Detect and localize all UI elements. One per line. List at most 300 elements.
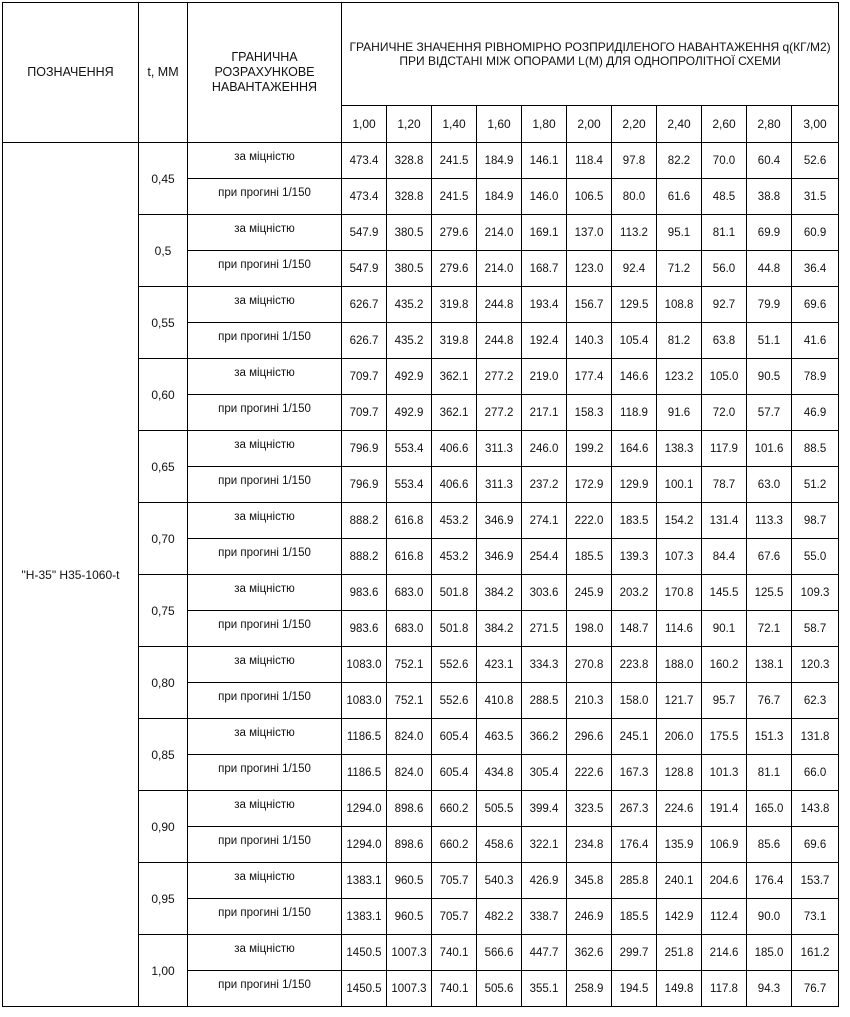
value-cell: 92.4 [612, 251, 657, 287]
value-cell: 84.4 [702, 539, 747, 575]
value-cell: 240.1 [657, 863, 702, 899]
value-cell: 112.4 [702, 899, 747, 935]
value-cell: 90.5 [747, 359, 792, 395]
value-cell: 482.2 [477, 899, 522, 935]
value-cell: 154.2 [657, 503, 702, 539]
value-cell: 79.9 [747, 287, 792, 323]
value-cell: 113.3 [747, 503, 792, 539]
value-cell: 983.6 [342, 611, 387, 647]
thickness-cell: 0,80 [139, 647, 188, 719]
value-cell: 540.3 [477, 863, 522, 899]
thickness-cell: 0,85 [139, 719, 188, 791]
thickness-cell: 0,95 [139, 863, 188, 935]
value-cell: 705.7 [432, 863, 477, 899]
value-cell: 222.6 [567, 755, 612, 791]
value-cell: 740.1 [432, 935, 477, 971]
value-cell: 118.4 [567, 143, 612, 179]
designation-cell: "Н-35" Н35-1060-t [3, 143, 139, 1007]
value-cell: 1083.0 [342, 647, 387, 683]
value-cell: 270.8 [567, 647, 612, 683]
value-cell: 296.6 [567, 719, 612, 755]
value-cell: 48.5 [702, 179, 747, 215]
span-header-cell: 2,80 [747, 106, 792, 143]
value-cell: 288.5 [522, 683, 567, 719]
value-cell: 44.8 [747, 251, 792, 287]
value-cell: 148.7 [612, 611, 657, 647]
value-cell: 222.0 [567, 503, 612, 539]
value-cell: 246.0 [522, 431, 567, 467]
value-cell: 362.1 [432, 395, 477, 431]
value-cell: 158.0 [612, 683, 657, 719]
value-cell: 90.1 [702, 611, 747, 647]
design-load-header: ГРАНИЧНА РОЗРАХУНКОВЕ НАВАНТАЖЕННЯ [188, 3, 342, 143]
value-cell: 267.3 [612, 791, 657, 827]
value-cell: 345.8 [567, 863, 612, 899]
strength-label: за міцністю [188, 719, 342, 755]
value-cell: 80.0 [612, 179, 657, 215]
value-cell: 69.6 [792, 287, 839, 323]
value-cell: 38.8 [747, 179, 792, 215]
value-cell: 328.8 [387, 179, 432, 215]
thickness-cell: 1,00 [139, 935, 188, 1007]
value-cell: 616.8 [387, 539, 432, 575]
value-cell: 898.6 [387, 791, 432, 827]
value-cell: 279.6 [432, 215, 477, 251]
value-cell: 91.6 [657, 395, 702, 431]
strength-label: за міцністю [188, 143, 342, 179]
value-cell: 60.4 [747, 143, 792, 179]
value-cell: 107.3 [657, 539, 702, 575]
value-cell: 109.3 [792, 575, 839, 611]
value-cell: 184.9 [477, 179, 522, 215]
value-cell: 78.9 [792, 359, 839, 395]
value-cell: 1294.0 [342, 791, 387, 827]
value-cell: 683.0 [387, 575, 432, 611]
value-cell: 547.9 [342, 251, 387, 287]
value-cell: 380.5 [387, 251, 432, 287]
deflection-label: при прогині 1/150 [188, 323, 342, 359]
value-cell: 311.3 [477, 467, 522, 503]
deflection-label: при прогині 1/150 [188, 827, 342, 863]
value-cell: 185.5 [612, 899, 657, 935]
thickness-cell: 0,90 [139, 791, 188, 863]
value-cell: 63.0 [747, 467, 792, 503]
value-cell: 626.7 [342, 287, 387, 323]
value-cell: 118.9 [612, 395, 657, 431]
value-cell: 740.1 [432, 971, 477, 1007]
span-header-cell: 1,00 [342, 106, 387, 143]
value-cell: 172.9 [567, 467, 612, 503]
value-cell: 70.0 [702, 143, 747, 179]
strength-label: за міцністю [188, 359, 342, 395]
value-cell: 458.6 [477, 827, 522, 863]
span-header-cell: 1,80 [522, 106, 567, 143]
value-cell: 434.8 [477, 755, 522, 791]
value-cell: 161.2 [792, 935, 839, 971]
value-cell: 380.5 [387, 215, 432, 251]
deflection-label: при прогині 1/150 [188, 611, 342, 647]
value-cell: 251.8 [657, 935, 702, 971]
value-cell: 185.0 [747, 935, 792, 971]
deflection-label: при прогині 1/150 [188, 539, 342, 575]
value-cell: 108.8 [657, 287, 702, 323]
value-cell: 1083.0 [342, 683, 387, 719]
value-cell: 1007.3 [387, 971, 432, 1007]
value-cell: 399.4 [522, 791, 567, 827]
value-cell: 95.7 [702, 683, 747, 719]
value-cell: 121.7 [657, 683, 702, 719]
value-cell: 271.5 [522, 611, 567, 647]
value-cell: 346.9 [477, 503, 522, 539]
value-cell: 76.7 [747, 683, 792, 719]
value-cell: 142.9 [657, 899, 702, 935]
value-cell: 129.9 [612, 467, 657, 503]
value-cell: 105.0 [702, 359, 747, 395]
deflection-label: при прогині 1/150 [188, 755, 342, 791]
value-cell: 170.8 [657, 575, 702, 611]
value-cell: 135.9 [657, 827, 702, 863]
value-cell: 113.2 [612, 215, 657, 251]
strength-label: за міцністю [188, 287, 342, 323]
value-cell: 473.4 [342, 143, 387, 179]
value-cell: 346.9 [477, 539, 522, 575]
value-cell: 191.4 [702, 791, 747, 827]
value-cell: 824.0 [387, 719, 432, 755]
value-cell: 131.8 [792, 719, 839, 755]
value-cell: 423.1 [477, 647, 522, 683]
value-cell: 82.2 [657, 143, 702, 179]
value-cell: 277.2 [477, 359, 522, 395]
value-cell: 453.2 [432, 503, 477, 539]
value-cell: 117.8 [702, 971, 747, 1007]
value-cell: 245.1 [612, 719, 657, 755]
value-cell: 214.0 [477, 215, 522, 251]
value-cell: 214.0 [477, 251, 522, 287]
deflection-label: при прогині 1/150 [188, 683, 342, 719]
value-cell: 888.2 [342, 539, 387, 575]
value-cell: 709.7 [342, 359, 387, 395]
value-cell: 1186.5 [342, 719, 387, 755]
value-cell: 61.6 [657, 179, 702, 215]
value-cell: 505.6 [477, 971, 522, 1007]
value-cell: 683.0 [387, 611, 432, 647]
value-cell: 56.0 [702, 251, 747, 287]
load-table [2, 2, 839, 1007]
value-cell: 106.9 [702, 827, 747, 863]
strength-label: за міцністю [188, 215, 342, 251]
value-cell: 169.1 [522, 215, 567, 251]
value-cell: 164.6 [612, 431, 657, 467]
value-cell: 492.9 [387, 395, 432, 431]
value-cell: 71.2 [657, 251, 702, 287]
value-cell: 101.3 [702, 755, 747, 791]
value-cell: 492.9 [387, 359, 432, 395]
value-cell: 168.7 [522, 251, 567, 287]
value-cell: 81.1 [702, 215, 747, 251]
value-cell: 217.1 [522, 395, 567, 431]
value-cell: 145.5 [702, 575, 747, 611]
value-cell: 46.9 [792, 395, 839, 431]
value-cell: 311.3 [477, 431, 522, 467]
value-cell: 160.2 [702, 647, 747, 683]
value-cell: 1294.0 [342, 827, 387, 863]
value-cell: 244.8 [477, 323, 522, 359]
designation-header: ПОЗНАЧЕННЯ [3, 3, 139, 143]
value-cell: 153.7 [792, 863, 839, 899]
value-cell: 796.9 [342, 431, 387, 467]
value-cell: 223.8 [612, 647, 657, 683]
value-cell: 198.0 [567, 611, 612, 647]
value-cell: 752.1 [387, 683, 432, 719]
value-cell: 1450.5 [342, 971, 387, 1007]
value-cell: 616.8 [387, 503, 432, 539]
value-cell: 410.8 [477, 683, 522, 719]
strength-label: за міцністю [188, 935, 342, 971]
load-table-container [2, 2, 839, 1007]
value-cell: 1186.5 [342, 755, 387, 791]
thickness-cell: 0,60 [139, 359, 188, 431]
value-cell: 319.8 [432, 287, 477, 323]
value-cell: 626.7 [342, 323, 387, 359]
value-cell: 92.7 [702, 287, 747, 323]
value-cell: 505.5 [477, 791, 522, 827]
value-cell: 81.2 [657, 323, 702, 359]
value-cell: 453.2 [432, 539, 477, 575]
thickness-cell: 0,65 [139, 431, 188, 503]
value-cell: 473.4 [342, 179, 387, 215]
value-cell: 277.2 [477, 395, 522, 431]
value-cell: 552.6 [432, 647, 477, 683]
value-cell: 199.2 [567, 431, 612, 467]
span-header-cell: 2,40 [657, 106, 702, 143]
value-cell: 983.6 [342, 575, 387, 611]
value-cell: 177.4 [567, 359, 612, 395]
value-cell: 72.1 [747, 611, 792, 647]
value-cell: 660.2 [432, 827, 477, 863]
value-cell: 501.8 [432, 611, 477, 647]
value-cell: 552.6 [432, 683, 477, 719]
value-cell: 90.0 [747, 899, 792, 935]
span-header-cell: 1,60 [477, 106, 522, 143]
value-cell: 128.8 [657, 755, 702, 791]
deflection-label: при прогині 1/150 [188, 467, 342, 503]
value-cell: 752.1 [387, 647, 432, 683]
value-cell: 183.5 [612, 503, 657, 539]
value-cell: 120.3 [792, 647, 839, 683]
value-cell: 131.4 [702, 503, 747, 539]
value-cell: 97.8 [612, 143, 657, 179]
value-cell: 101.6 [747, 431, 792, 467]
value-cell: 553.4 [387, 467, 432, 503]
value-cell: 52.6 [792, 143, 839, 179]
value-cell: 214.6 [702, 935, 747, 971]
value-cell: 146.6 [612, 359, 657, 395]
value-cell: 960.5 [387, 899, 432, 935]
value-cell: 888.2 [342, 503, 387, 539]
value-cell: 362.1 [432, 359, 477, 395]
value-cell: 143.8 [792, 791, 839, 827]
value-cell: 553.4 [387, 431, 432, 467]
value-cell: 156.7 [567, 287, 612, 323]
value-cell: 76.7 [792, 971, 839, 1007]
value-cell: 194.5 [612, 971, 657, 1007]
deflection-label: при прогині 1/150 [188, 179, 342, 215]
thickness-header: t, ММ [139, 3, 188, 143]
span-header-cell: 1,20 [387, 106, 432, 143]
value-cell: 69.9 [747, 215, 792, 251]
value-cell: 709.7 [342, 395, 387, 431]
value-cell: 1007.3 [387, 935, 432, 971]
value-cell: 88.5 [792, 431, 839, 467]
span-header-cell: 1,40 [432, 106, 477, 143]
deflection-label: при прогині 1/150 [188, 251, 342, 287]
value-cell: 66.0 [792, 755, 839, 791]
value-cell: 139.3 [612, 539, 657, 575]
value-cell: 36.4 [792, 251, 839, 287]
value-cell: 51.1 [747, 323, 792, 359]
value-cell: 188.0 [657, 647, 702, 683]
value-cell: 94.3 [747, 971, 792, 1007]
value-cell: 660.2 [432, 791, 477, 827]
value-cell: 219.0 [522, 359, 567, 395]
value-cell: 138.1 [747, 647, 792, 683]
deflection-label: при прогині 1/150 [188, 899, 342, 935]
value-cell: 60.9 [792, 215, 839, 251]
value-cell: 605.4 [432, 719, 477, 755]
value-cell: 334.3 [522, 647, 567, 683]
span-header-cell: 2,00 [567, 106, 612, 143]
value-cell: 137.0 [567, 215, 612, 251]
value-cell: 69.6 [792, 827, 839, 863]
value-cell: 447.7 [522, 935, 567, 971]
value-cell: 303.6 [522, 575, 567, 611]
value-cell: 63.8 [702, 323, 747, 359]
value-cell: 406.6 [432, 431, 477, 467]
value-cell: 246.9 [567, 899, 612, 935]
value-cell: 55.0 [792, 539, 839, 575]
value-cell: 151.3 [747, 719, 792, 755]
value-cell: 73.1 [792, 899, 839, 935]
value-cell: 299.7 [612, 935, 657, 971]
value-cell: 366.2 [522, 719, 567, 755]
value-cell: 547.9 [342, 215, 387, 251]
value-cell: 117.9 [702, 431, 747, 467]
value-cell: 193.4 [522, 287, 567, 323]
value-cell: 140.3 [567, 323, 612, 359]
value-cell: 285.8 [612, 863, 657, 899]
value-cell: 960.5 [387, 863, 432, 899]
value-cell: 95.1 [657, 215, 702, 251]
value-cell: 258.9 [567, 971, 612, 1007]
strength-label: за міцністю [188, 863, 342, 899]
value-cell: 279.6 [432, 251, 477, 287]
value-cell: 245.9 [567, 575, 612, 611]
value-cell: 105.4 [612, 323, 657, 359]
thickness-cell: 0,5 [139, 215, 188, 287]
value-cell: 206.0 [657, 719, 702, 755]
value-cell: 167.3 [612, 755, 657, 791]
value-cell: 319.8 [432, 323, 477, 359]
value-cell: 123.2 [657, 359, 702, 395]
strength-label: за міцністю [188, 647, 342, 683]
value-cell: 435.2 [387, 287, 432, 323]
value-cell: 165.0 [747, 791, 792, 827]
value-cell: 234.8 [567, 827, 612, 863]
strength-label: за міцністю [188, 503, 342, 539]
value-cell: 323.5 [567, 791, 612, 827]
value-cell: 129.5 [612, 287, 657, 323]
value-cell: 1383.1 [342, 899, 387, 935]
value-cell: 78.7 [702, 467, 747, 503]
value-cell: 426.9 [522, 863, 567, 899]
value-cell: 106.5 [567, 179, 612, 215]
value-cell: 322.1 [522, 827, 567, 863]
value-cell: 72.0 [702, 395, 747, 431]
value-cell: 384.2 [477, 575, 522, 611]
value-cell: 176.4 [612, 827, 657, 863]
value-cell: 274.1 [522, 503, 567, 539]
value-cell: 67.6 [747, 539, 792, 575]
value-cell: 123.0 [567, 251, 612, 287]
thickness-cell: 0,45 [139, 143, 188, 215]
value-cell: 149.8 [657, 971, 702, 1007]
value-cell: 362.6 [567, 935, 612, 971]
value-cell: 244.8 [477, 287, 522, 323]
value-cell: 1383.1 [342, 863, 387, 899]
value-cell: 241.5 [432, 143, 477, 179]
strength-label: за міцністю [188, 575, 342, 611]
value-cell: 85.6 [747, 827, 792, 863]
strength-label: за міцністю [188, 431, 342, 467]
strength-label: за міцністю [188, 791, 342, 827]
value-cell: 328.8 [387, 143, 432, 179]
value-cell: 210.3 [567, 683, 612, 719]
value-cell: 1450.5 [342, 935, 387, 971]
thickness-cell: 0,55 [139, 287, 188, 359]
value-cell: 51.2 [792, 467, 839, 503]
value-cell: 254.4 [522, 539, 567, 575]
value-cell: 57.7 [747, 395, 792, 431]
value-cell: 898.6 [387, 827, 432, 863]
value-cell: 138.3 [657, 431, 702, 467]
value-cell: 81.1 [747, 755, 792, 791]
value-cell: 566.6 [477, 935, 522, 971]
value-cell: 125.5 [747, 575, 792, 611]
value-cell: 175.5 [702, 719, 747, 755]
value-cell: 184.9 [477, 143, 522, 179]
value-cell: 58.7 [792, 611, 839, 647]
value-cell: 384.2 [477, 611, 522, 647]
value-cell: 705.7 [432, 899, 477, 935]
value-cell: 98.7 [792, 503, 839, 539]
value-cell: 203.2 [612, 575, 657, 611]
value-cell: 338.7 [522, 899, 567, 935]
value-cell: 158.3 [567, 395, 612, 431]
value-cell: 501.8 [432, 575, 477, 611]
table-body [3, 3, 839, 1007]
value-cell: 435.2 [387, 323, 432, 359]
value-cell: 146.0 [522, 179, 567, 215]
deflection-label: при прогині 1/150 [188, 395, 342, 431]
value-cell: 192.4 [522, 323, 567, 359]
table-row [3, 143, 839, 179]
value-cell: 463.5 [477, 719, 522, 755]
deflection-label: при прогині 1/150 [188, 971, 342, 1007]
value-cell: 406.6 [432, 467, 477, 503]
value-cell: 224.6 [657, 791, 702, 827]
span-header-cell: 2,60 [702, 106, 747, 143]
thickness-cell: 0,75 [139, 575, 188, 647]
